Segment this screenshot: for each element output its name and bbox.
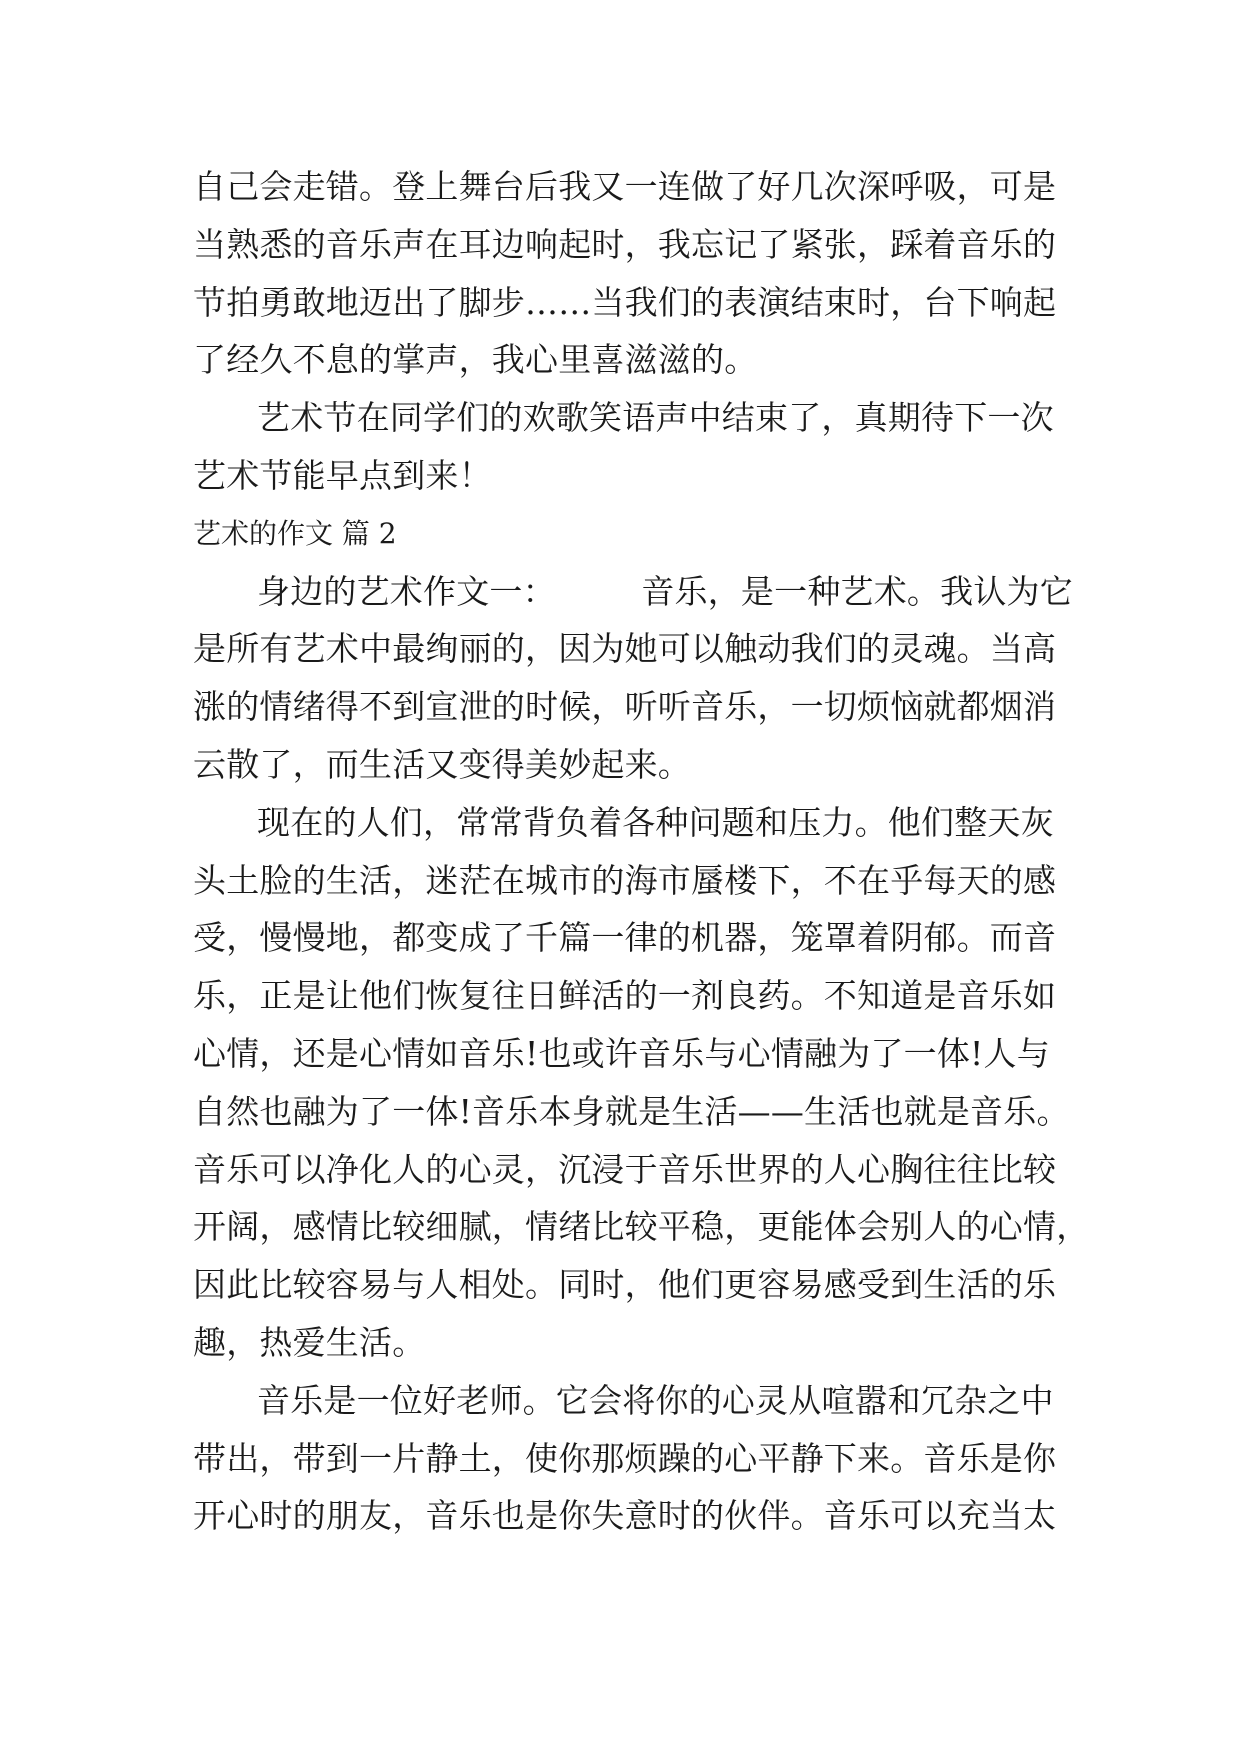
paragraph-4	[193, 794, 1090, 1372]
text-line: 了经久不息的掌声，我心里喜滋滋的。	[193, 340, 758, 380]
text-line: 涨的情绪得不到宣泄的时候，听听音乐，一切烦恼就都烟消	[193, 687, 1057, 727]
section-heading: 艺术的作文 篇 2	[193, 516, 397, 550]
text-line: 是所有艺术中最绚丽的，因为她可以触动我们的灵魂。当高	[193, 629, 1057, 669]
text-line: 头土脸的生活，迷茫在城市的海市蜃楼下，不在乎每天的感	[193, 860, 1057, 900]
document-page	[193, 158, 1090, 1545]
paragraph-2	[193, 389, 1073, 505]
text-line: 趣，热爱生活。	[193, 1322, 426, 1362]
text-line: 节拍勇敢地迈出了脚步……当我们的表演结束时，台下响起	[193, 282, 1057, 322]
paragraph-5	[193, 1372, 1073, 1545]
text-line: 开心时的朋友，音乐也是你失意时的伙伴。音乐可以充当太	[193, 1496, 1057, 1536]
text-line: 身边的艺术作文一： 音乐，是一种艺术。我认为它	[257, 571, 1073, 611]
text-line: 自然也融为了一体!音乐本身就是生活——生活也就是音乐。	[193, 1091, 1070, 1131]
text-line: 开阔，感情比较细腻，情绪比较平稳，更能体会别人的心情，	[193, 1207, 1090, 1247]
text-line: 心情，还是心情如音乐!也或许音乐与心情融为了一体!人与	[193, 1033, 1050, 1073]
text-line: 自己会走错。登上舞台后我又一连做了好几次深呼吸，可是	[193, 167, 1057, 206]
paragraph-1	[193, 158, 1073, 389]
text-line: 艺术节能早点到来！	[193, 455, 492, 495]
text-line: 当熟悉的音乐声在耳边响起时，我忘记了紧张，踩着音乐的	[193, 224, 1057, 264]
text-line: 因此比较容易与人相处。同时，他们更容易感受到生活的乐	[193, 1265, 1057, 1305]
text-line: 乐，正是让他们恢复往日鲜活的一剂良药。不知道是音乐如	[193, 976, 1057, 1016]
text-line: 音乐是一位好老师。它会将你的心灵从喧嚣和冗杂之中	[257, 1380, 1054, 1420]
text-line: 现在的人们，常常背负着各种问题和压力。他们整天灰	[257, 802, 1054, 842]
paragraph-3	[193, 563, 1073, 794]
text-line: 艺术节在同学们的欢歌笑语声中结束了，真期待下一次	[257, 398, 1054, 438]
text-line: 音乐可以净化人的心灵，沉浸于音乐世界的人心胸往往比较	[193, 1149, 1057, 1189]
text-line: 受，慢慢地，都变成了千篇一律的机器，笼罩着阴郁。而音	[193, 918, 1057, 958]
text-line: 带出，带到一片静土，使你那烦躁的心平静下来。音乐是你	[193, 1438, 1057, 1478]
text-line: 云散了，而生活又变得美妙起来。	[193, 744, 691, 784]
